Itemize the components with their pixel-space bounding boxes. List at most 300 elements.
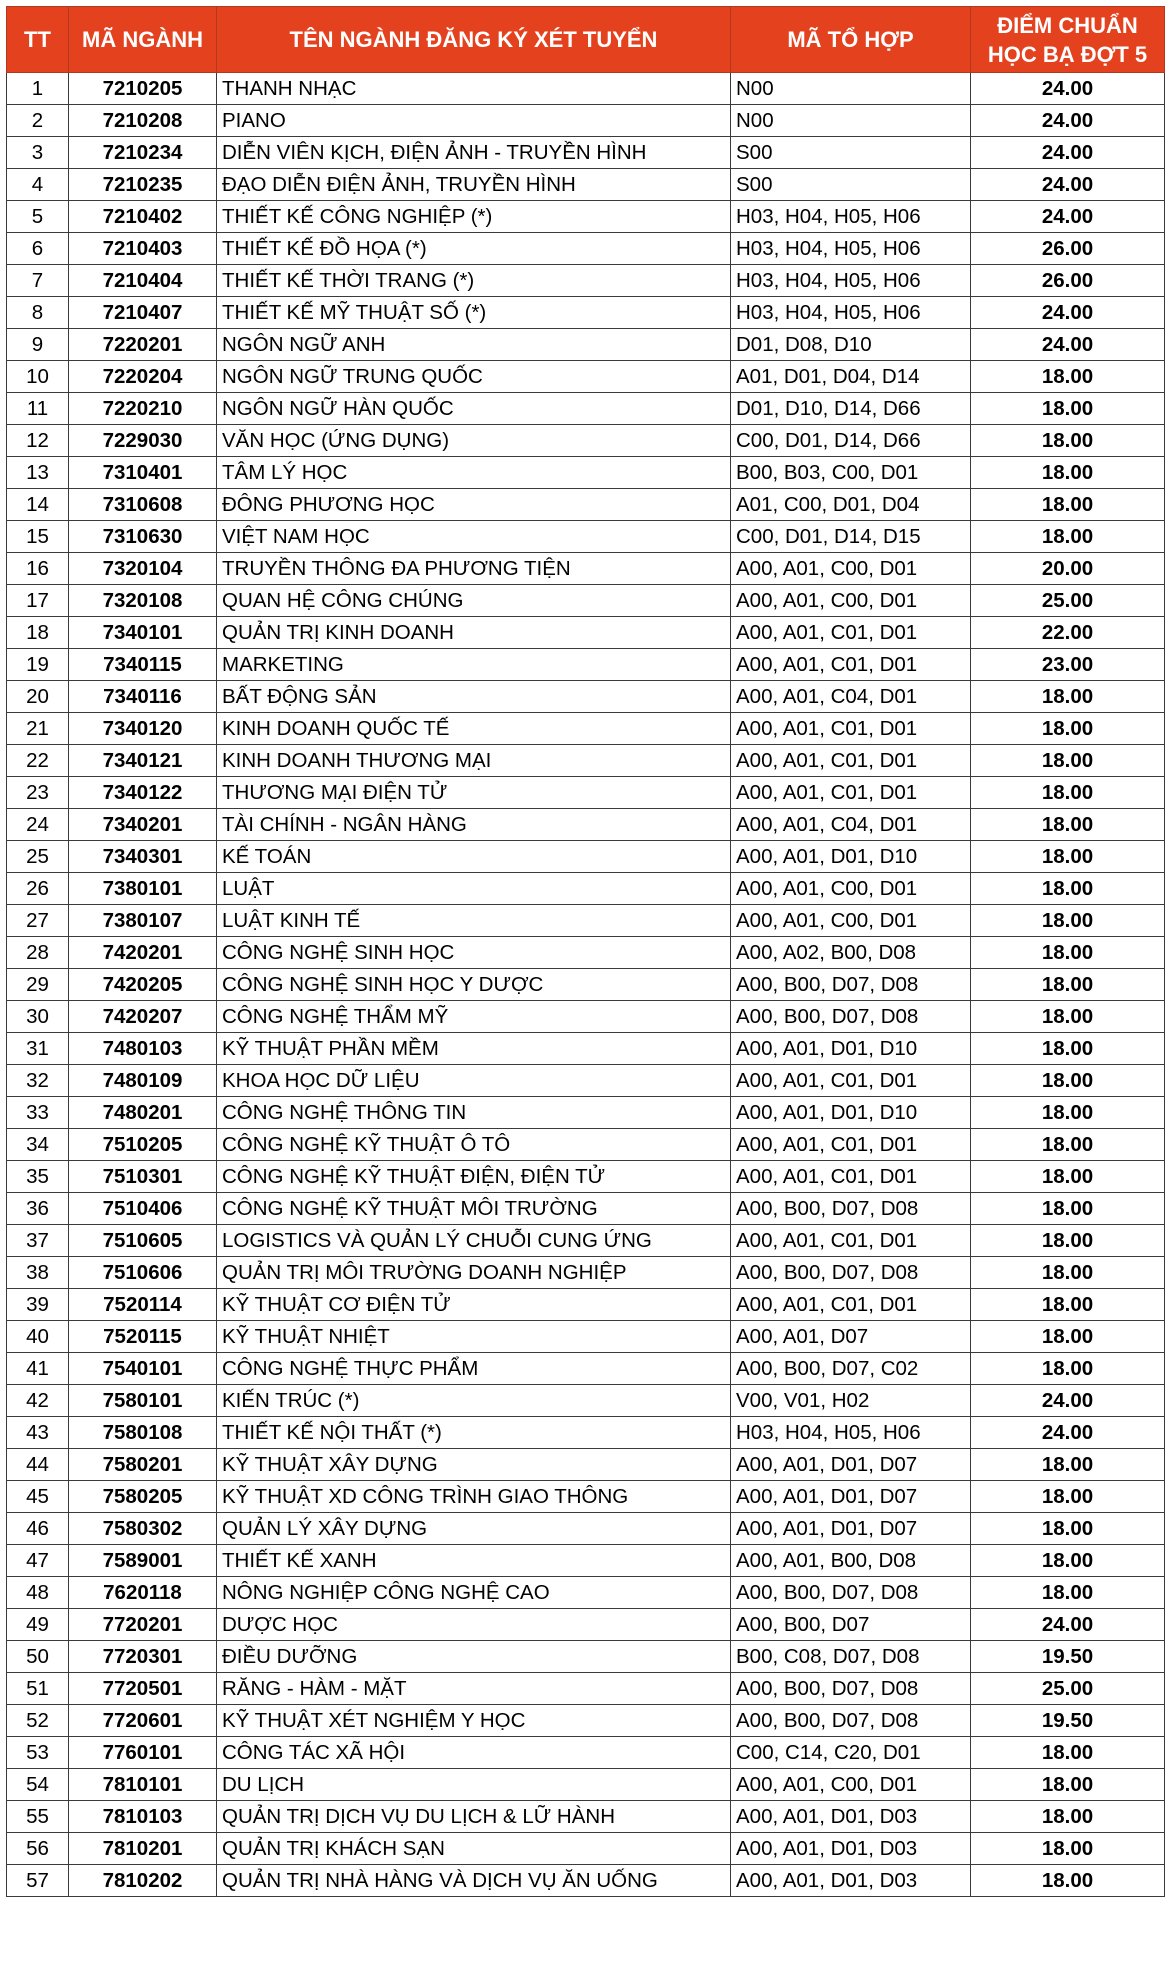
major-code: 7229030 [69,425,217,457]
benchmark-score: 18.00 [971,1161,1165,1193]
table-row [7,329,1165,361]
table-row [7,105,1165,137]
major-name: TRUYỀN THÔNG ĐA PHƯƠNG TIỆN [217,553,731,585]
benchmark-score: 18.00 [971,873,1165,905]
benchmark-score: 24.00 [971,1417,1165,1449]
major-code: 7720601 [69,1705,217,1737]
benchmark-score: 19.50 [971,1705,1165,1737]
major-name: QUẢN TRỊ NHÀ HÀNG VÀ DỊCH VỤ ĂN UỐNG [217,1865,731,1897]
benchmark-score: 18.00 [971,1801,1165,1833]
table-body [7,73,1165,1897]
row-number: 1 [7,73,69,105]
benchmark-score: 23.00 [971,649,1165,681]
row-number: 46 [7,1513,69,1545]
major-code: 7210235 [69,169,217,201]
major-name: KỸ THUẬT XD CÔNG TRÌNH GIAO THÔNG [217,1481,731,1513]
benchmark-score: 18.00 [971,1865,1165,1897]
benchmark-score: 24.00 [971,297,1165,329]
major-name: LUẬT KINH TẾ [217,905,731,937]
row-number: 30 [7,1001,69,1033]
row-number: 57 [7,1865,69,1897]
header-benchmark-score [971,7,1165,73]
benchmark-score: 24.00 [971,137,1165,169]
table-row [7,73,1165,105]
benchmark-score: 18.00 [971,1769,1165,1801]
benchmark-score: 18.00 [971,1481,1165,1513]
row-number: 24 [7,809,69,841]
subject-combination: C00, D01, D14, D15 [731,521,971,553]
subject-combination: A00, A01, C00, D01 [731,873,971,905]
major-code: 7810103 [69,1801,217,1833]
major-name: VĂN HỌC (ỨNG DỤNG) [217,425,731,457]
benchmark-score: 18.00 [971,745,1165,777]
major-name: THIẾT KẾ THỜI TRANG (*) [217,265,731,297]
table-row [7,1577,1165,1609]
major-name: VIỆT NAM HỌC [217,521,731,553]
major-name: THIẾT KẾ NỘI THẤT (*) [217,1417,731,1449]
row-number: 13 [7,457,69,489]
major-code: 7580101 [69,1385,217,1417]
major-code: 7220204 [69,361,217,393]
benchmark-score: 18.00 [971,937,1165,969]
subject-combination: A00, B00, D07 [731,1609,971,1641]
row-number: 54 [7,1769,69,1801]
subject-combination: A00, A01, D01, D07 [731,1481,971,1513]
benchmark-score: 18.00 [971,1033,1165,1065]
major-code: 7760101 [69,1737,217,1769]
subject-combination: A00, A01, C04, D01 [731,681,971,713]
subject-combination: A00, A01, C01, D01 [731,1161,971,1193]
major-code: 7810101 [69,1769,217,1801]
subject-combination: A00, B00, D07, D08 [731,1705,971,1737]
row-number: 11 [7,393,69,425]
table-row [7,1417,1165,1449]
table-row [7,1481,1165,1513]
subject-combination: A00, A01, C00, D01 [731,1769,971,1801]
table-row [7,681,1165,713]
benchmark-score: 18.00 [971,489,1165,521]
row-number: 22 [7,745,69,777]
major-code: 7380101 [69,873,217,905]
benchmark-score: 18.00 [971,777,1165,809]
major-name: KỸ THUẬT XÉT NGHIỆM Y HỌC [217,1705,731,1737]
major-name: KHOA HỌC DỮ LIỆU [217,1065,731,1097]
major-code: 7420201 [69,937,217,969]
table-row [7,1065,1165,1097]
major-name: CÔNG NGHỆ THẨM MỸ [217,1001,731,1033]
benchmark-score: 18.00 [971,1737,1165,1769]
major-code: 7580108 [69,1417,217,1449]
table-row [7,1641,1165,1673]
benchmark-score: 20.00 [971,553,1165,585]
subject-combination: N00 [731,105,971,137]
subject-combination: A01, D01, D04, D14 [731,361,971,393]
benchmark-score: 24.00 [971,105,1165,137]
benchmark-score: 25.00 [971,1673,1165,1705]
subject-combination: N00 [731,73,971,105]
major-code: 7510301 [69,1161,217,1193]
major-name: KINH DOANH THƯƠNG MẠI [217,745,731,777]
benchmark-score: 18.00 [971,1449,1165,1481]
row-number: 44 [7,1449,69,1481]
major-code: 7810201 [69,1833,217,1865]
major-name: LUẬT [217,873,731,905]
major-name: CÔNG TÁC XÃ HỘI [217,1737,731,1769]
major-name: QUAN HỆ CÔNG CHÚNG [217,585,731,617]
header-major-name: TÊN NGÀNH ĐĂNG KÝ XÉT TUYỂN [217,7,731,73]
major-name: CÔNG NGHỆ KỸ THUẬT MÔI TRƯỜNG [217,1193,731,1225]
table-row [7,521,1165,553]
table-row [7,1705,1165,1737]
table-row [7,1609,1165,1641]
row-number: 28 [7,937,69,969]
major-code: 7720301 [69,1641,217,1673]
subject-combination: A00, B00, D07, D08 [731,1673,971,1705]
major-name: CÔNG NGHỆ THỰC PHẨM [217,1353,731,1385]
header-row [7,7,1165,73]
row-number: 12 [7,425,69,457]
major-name: KỸ THUẬT NHIỆT [217,1321,731,1353]
table-row [7,649,1165,681]
benchmark-score: 18.00 [971,1257,1165,1289]
major-name: DƯỢC HỌC [217,1609,731,1641]
row-number: 31 [7,1033,69,1065]
table-row [7,1737,1165,1769]
row-number: 10 [7,361,69,393]
table-row [7,1161,1165,1193]
row-number: 19 [7,649,69,681]
benchmark-score: 18.00 [971,361,1165,393]
major-name: KẾ TOÁN [217,841,731,873]
subject-combination: B00, B03, C00, D01 [731,457,971,489]
header-score-line1: ĐIỂM CHUẨN [997,12,1138,38]
benchmark-score: 18.00 [971,393,1165,425]
table-row [7,233,1165,265]
row-number: 6 [7,233,69,265]
subject-combination: A00, A01, D01, D03 [731,1801,971,1833]
major-name: CÔNG NGHỆ KỸ THUẬT Ô TÔ [217,1129,731,1161]
subject-combination: V00, V01, H02 [731,1385,971,1417]
table-row [7,777,1165,809]
table-row [7,1353,1165,1385]
subject-combination: B00, C08, D07, D08 [731,1641,971,1673]
benchmark-score: 18.00 [971,1193,1165,1225]
admission-scores-sheet [6,6,1164,1897]
subject-combination: H03, H04, H05, H06 [731,201,971,233]
subject-combination: A00, B00, D07, C02 [731,1353,971,1385]
row-number: 15 [7,521,69,553]
subject-combination: A00, A02, B00, D08 [731,937,971,969]
table-row [7,1801,1165,1833]
major-code: 7310608 [69,489,217,521]
table-row [7,1257,1165,1289]
major-code: 7580302 [69,1513,217,1545]
table-row [7,1833,1165,1865]
major-code: 7520115 [69,1321,217,1353]
table-row [7,1449,1165,1481]
table-row [7,1673,1165,1705]
major-code: 7380107 [69,905,217,937]
benchmark-score: 18.00 [971,681,1165,713]
benchmark-score: 18.00 [971,809,1165,841]
table-row [7,393,1165,425]
major-name: THIẾT KẾ ĐỒ HỌA (*) [217,233,731,265]
table-row [7,1033,1165,1065]
benchmark-score: 22.00 [971,617,1165,649]
major-name: LOGISTICS VÀ QUẢN LÝ CHUỖI CUNG ỨNG [217,1225,731,1257]
major-code: 7210234 [69,137,217,169]
table-row [7,969,1165,1001]
subject-combination: H03, H04, H05, H06 [731,297,971,329]
major-code: 7220201 [69,329,217,361]
major-code: 7340116 [69,681,217,713]
major-code: 7340120 [69,713,217,745]
row-number: 55 [7,1801,69,1833]
major-code: 7310401 [69,457,217,489]
header-subject-combo: MÃ TỔ HỢP [731,7,971,73]
subject-combination: A00, A01, C01, D01 [731,649,971,681]
row-number: 43 [7,1417,69,1449]
table-row [7,1513,1165,1545]
subject-combination: H03, H04, H05, H06 [731,265,971,297]
major-name: THIẾT KẾ CÔNG NGHIỆP (*) [217,201,731,233]
benchmark-score: 24.00 [971,201,1165,233]
row-number: 51 [7,1673,69,1705]
subject-combination: A00, A01, D01, D07 [731,1513,971,1545]
row-number: 53 [7,1737,69,1769]
row-number: 45 [7,1481,69,1513]
row-number: 48 [7,1577,69,1609]
major-code: 7510605 [69,1225,217,1257]
major-code: 7210208 [69,105,217,137]
subject-combination: A00, B00, D07, D08 [731,969,971,1001]
row-number: 40 [7,1321,69,1353]
row-number: 14 [7,489,69,521]
table-row [7,873,1165,905]
major-name: THANH NHẠC [217,73,731,105]
major-name: KIẾN TRÚC (*) [217,1385,731,1417]
row-number: 42 [7,1385,69,1417]
row-number: 7 [7,265,69,297]
table-row [7,1225,1165,1257]
subject-combination: A00, A01, C00, D01 [731,585,971,617]
major-code: 7620118 [69,1577,217,1609]
table-row [7,809,1165,841]
benchmark-score: 26.00 [971,265,1165,297]
table-row [7,905,1165,937]
row-number: 5 [7,201,69,233]
major-name: BẤT ĐỘNG SẢN [217,681,731,713]
row-number: 27 [7,905,69,937]
major-name: KỸ THUẬT PHẦN MỀM [217,1033,731,1065]
major-code: 7510406 [69,1193,217,1225]
major-code: 7510205 [69,1129,217,1161]
benchmark-score: 18.00 [971,841,1165,873]
major-name: PIANO [217,105,731,137]
major-code: 7520114 [69,1289,217,1321]
major-code: 7580201 [69,1449,217,1481]
row-number: 47 [7,1545,69,1577]
table-row [7,713,1165,745]
row-number: 21 [7,713,69,745]
major-code: 7420205 [69,969,217,1001]
subject-combination: A01, C00, D01, D04 [731,489,971,521]
major-code: 7340201 [69,809,217,841]
major-name: KỸ THUẬT XÂY DỰNG [217,1449,731,1481]
benchmark-score: 18.00 [971,1545,1165,1577]
subject-combination: A00, A01, C01, D01 [731,745,971,777]
header-score-line2: HỌC BẠ ĐỢT 5 [987,41,1148,67]
major-code: 7310630 [69,521,217,553]
benchmark-score: 18.00 [971,1129,1165,1161]
benchmark-score: 18.00 [971,457,1165,489]
major-name: CÔNG NGHỆ THÔNG TIN [217,1097,731,1129]
benchmark-score: 18.00 [971,1001,1165,1033]
row-number: 34 [7,1129,69,1161]
subject-combination: H03, H04, H05, H06 [731,233,971,265]
header-major-code: MÃ NGÀNH [69,7,217,73]
table-row [7,617,1165,649]
benchmark-score: 18.00 [971,1225,1165,1257]
table-row [7,585,1165,617]
major-code: 7480201 [69,1097,217,1129]
row-number: 9 [7,329,69,361]
table-row [7,489,1165,521]
major-name: CÔNG NGHỆ SINH HỌC [217,937,731,969]
benchmark-score: 24.00 [971,329,1165,361]
major-code: 7210403 [69,233,217,265]
row-number: 23 [7,777,69,809]
row-number: 35 [7,1161,69,1193]
header-tt: TT [7,7,69,73]
major-name: QUẢN TRỊ KINH DOANH [217,617,731,649]
row-number: 39 [7,1289,69,1321]
row-number: 16 [7,553,69,585]
benchmark-score: 18.00 [971,1577,1165,1609]
major-code: 7580205 [69,1481,217,1513]
table-row [7,1001,1165,1033]
table-row [7,1385,1165,1417]
major-code: 7340121 [69,745,217,777]
row-number: 37 [7,1225,69,1257]
major-name: KỸ THUẬT CƠ ĐIỆN TỬ [217,1289,731,1321]
benchmark-score: 18.00 [971,425,1165,457]
major-name: THIẾT KẾ XANH [217,1545,731,1577]
major-code: 7510606 [69,1257,217,1289]
major-name: ĐIỀU DƯỠNG [217,1641,731,1673]
subject-combination: A00, A01, C01, D01 [731,617,971,649]
table-row [7,457,1165,489]
subject-combination: A00, A01, D01, D10 [731,1097,971,1129]
row-number: 36 [7,1193,69,1225]
major-name: THIẾT KẾ MỸ THUẬT SỐ (*) [217,297,731,329]
benchmark-score: 18.00 [971,1321,1165,1353]
major-code: 7589001 [69,1545,217,1577]
table-row [7,1321,1165,1353]
table-header [7,7,1165,73]
row-number: 2 [7,105,69,137]
major-name: NGÔN NGỮ ANH [217,329,731,361]
table-row [7,137,1165,169]
major-code: 7810202 [69,1865,217,1897]
benchmark-score: 18.00 [971,1353,1165,1385]
major-name: ĐẠO DIỄN ĐIỆN ẢNH, TRUYỀN HÌNH [217,169,731,201]
table-row [7,1289,1165,1321]
benchmark-score: 24.00 [971,169,1165,201]
subject-combination: A00, B00, D07, D08 [731,1001,971,1033]
subject-combination: A00, A01, D01, D10 [731,841,971,873]
major-name: THƯƠNG MẠI ĐIỆN TỬ [217,777,731,809]
major-code: 7210205 [69,73,217,105]
subject-combination: A00, A01, D01, D10 [731,1033,971,1065]
major-name: ĐÔNG PHƯƠNG HỌC [217,489,731,521]
subject-combination: A00, A01, C01, D01 [731,713,971,745]
benchmark-score: 18.00 [971,905,1165,937]
benchmark-score: 24.00 [971,1609,1165,1641]
benchmark-score: 18.00 [971,521,1165,553]
major-name: DIỄN VIÊN KỊCH, ĐIỆN ẢNH - TRUYỀN HÌNH [217,137,731,169]
benchmark-score: 26.00 [971,233,1165,265]
table-row [7,201,1165,233]
subject-combination: A00, A01, B00, D08 [731,1545,971,1577]
benchmark-score: 24.00 [971,73,1165,105]
table-row [7,297,1165,329]
benchmark-score: 25.00 [971,585,1165,617]
major-code: 7340101 [69,617,217,649]
row-number: 29 [7,969,69,1001]
subject-combination: C00, C14, C20, D01 [731,1737,971,1769]
row-number: 49 [7,1609,69,1641]
major-name: TÀI CHÍNH - NGÂN HÀNG [217,809,731,841]
row-number: 17 [7,585,69,617]
major-name: QUẢN LÝ XÂY DỰNG [217,1513,731,1545]
row-number: 52 [7,1705,69,1737]
table-row [7,1865,1165,1897]
major-name: QUẢN TRỊ DỊCH VỤ DU LỊCH & LỮ HÀNH [217,1801,731,1833]
row-number: 3 [7,137,69,169]
subject-combination: D01, D10, D14, D66 [731,393,971,425]
major-code: 7720201 [69,1609,217,1641]
table-row [7,169,1165,201]
admission-scores-table [6,6,1165,1897]
subject-combination: A00, A01, D01, D03 [731,1833,971,1865]
row-number: 32 [7,1065,69,1097]
subject-combination: A00, B00, D07, D08 [731,1577,971,1609]
row-number: 56 [7,1833,69,1865]
major-name: QUẢN TRỊ KHÁCH SẠN [217,1833,731,1865]
major-name: CÔNG NGHỆ KỸ THUẬT ĐIỆN, ĐIỆN TỬ [217,1161,731,1193]
table-row [7,425,1165,457]
benchmark-score: 18.00 [971,1065,1165,1097]
table-row [7,1129,1165,1161]
row-number: 4 [7,169,69,201]
benchmark-score: 24.00 [971,1385,1165,1417]
table-row [7,745,1165,777]
major-name: MARKETING [217,649,731,681]
major-code: 7340122 [69,777,217,809]
subject-combination: A00, A01, C00, D01 [731,553,971,585]
subject-combination: S00 [731,137,971,169]
row-number: 38 [7,1257,69,1289]
major-code: 7210404 [69,265,217,297]
major-code: 7210402 [69,201,217,233]
subject-combination: A00, A01, C01, D01 [731,1225,971,1257]
benchmark-score: 19.50 [971,1641,1165,1673]
subject-combination: A00, A01, C01, D01 [731,777,971,809]
table-row [7,1193,1165,1225]
benchmark-score: 18.00 [971,1289,1165,1321]
table-row [7,265,1165,297]
